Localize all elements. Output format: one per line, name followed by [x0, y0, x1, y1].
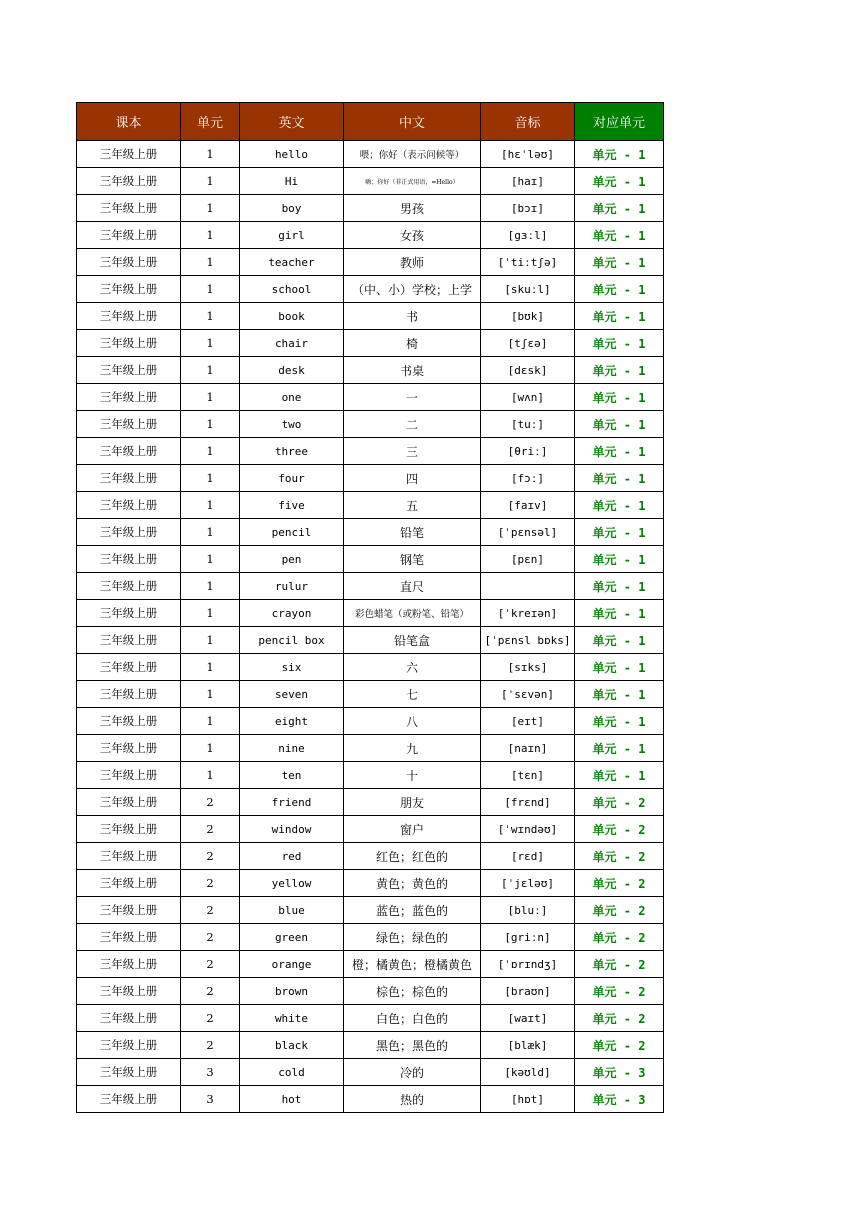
cell-match-unit[interactable]: 单元 - 2 — [575, 897, 664, 924]
cell-chinese[interactable]: 铅笔 — [344, 519, 481, 546]
table-row — [77, 330, 664, 357]
cell-book[interactable]: 三年级上册 — [77, 168, 181, 195]
cell-unit[interactable]: 2 — [181, 897, 240, 924]
table-row — [77, 951, 664, 978]
cell-unit[interactable]: 2 — [181, 978, 240, 1005]
cell-chinese[interactable]: 五 — [344, 492, 481, 519]
cell-unit[interactable]: 1 — [181, 411, 240, 438]
cell-chinese[interactable]: 十 — [344, 762, 481, 789]
cell-english[interactable]: blue — [240, 897, 344, 924]
cell-phonetic[interactable]: [ˈkreɪən] — [481, 600, 575, 627]
cell-chinese[interactable]: 嗨；你好（非正式用语，=Hello） — [344, 168, 481, 195]
cell-phonetic[interactable]: [dɛsk] — [481, 357, 575, 384]
cell-english[interactable]: chair — [240, 330, 344, 357]
cell-unit[interactable]: 1 — [181, 627, 240, 654]
cell-unit[interactable]: 2 — [181, 924, 240, 951]
cell-english[interactable]: two — [240, 411, 344, 438]
cell-chinese[interactable]: 绿色；绿色的 — [344, 924, 481, 951]
cell-phonetic[interactable]: [fɔː] — [481, 465, 575, 492]
cell-unit[interactable]: 2 — [181, 951, 240, 978]
cell-phonetic[interactable]: [ˈtiːtʃə] — [481, 249, 575, 276]
cell-book[interactable]: 三年级上册 — [77, 330, 181, 357]
cell-match-unit[interactable]: 单元 - 3 — [575, 1059, 664, 1086]
cell-phonetic[interactable]: [pɛn] — [481, 546, 575, 573]
cell-phonetic[interactable]: [skuːl] — [481, 276, 575, 303]
cell-phonetic[interactable]: [blæk] — [481, 1032, 575, 1059]
cell-phonetic[interactable]: [naɪn] — [481, 735, 575, 762]
cell-phonetic[interactable]: [frɛnd] — [481, 789, 575, 816]
cell-phonetic[interactable]: [wʌn] — [481, 384, 575, 411]
table-row — [77, 168, 664, 195]
cell-book[interactable]: 三年级上册 — [77, 303, 181, 330]
cell-english[interactable]: Hi — [240, 168, 344, 195]
cell-chinese[interactable]: 白色；白色的 — [344, 1005, 481, 1032]
cell-book[interactable]: 三年级上册 — [77, 708, 181, 735]
cell-book[interactable]: 三年级上册 — [77, 357, 181, 384]
cell-match-unit[interactable]: 单元 - 1 — [575, 465, 664, 492]
table-row — [77, 1059, 664, 1086]
cell-unit[interactable]: 1 — [181, 681, 240, 708]
cell-phonetic[interactable]: [ˈpɛnsl bɒks] — [481, 627, 575, 654]
cell-match-unit[interactable]: 单元 - 2 — [575, 1005, 664, 1032]
cell-phonetic[interactable]: [ˈjɛləʊ] — [481, 870, 575, 897]
cell-phonetic[interactable]: [tuː] — [481, 411, 575, 438]
header-unit[interactable]: 单元 — [181, 103, 240, 141]
table-row — [77, 1086, 664, 1113]
cell-chinese[interactable]: 九 — [344, 735, 481, 762]
cell-match-unit[interactable]: 单元 - 2 — [575, 1032, 664, 1059]
cell-phonetic[interactable]: [haɪ] — [481, 168, 575, 195]
cell-phonetic[interactable]: [eɪt] — [481, 708, 575, 735]
cell-match-unit[interactable]: 单元 - 1 — [575, 762, 664, 789]
cell-unit[interactable]: 2 — [181, 843, 240, 870]
cell-english[interactable]: desk — [240, 357, 344, 384]
cell-english[interactable]: black — [240, 1032, 344, 1059]
cell-phonetic[interactable]: [waɪt] — [481, 1005, 575, 1032]
cell-phonetic[interactable]: [bɔɪ] — [481, 195, 575, 222]
cell-chinese[interactable]: 喂；你好（表示问候等） — [344, 141, 481, 168]
table-row — [77, 681, 664, 708]
cell-match-unit[interactable]: 单元 - 1 — [575, 384, 664, 411]
cell-book[interactable]: 三年级上册 — [77, 411, 181, 438]
cell-unit[interactable]: 3 — [181, 1059, 240, 1086]
cell-unit[interactable]: 1 — [181, 276, 240, 303]
cell-phonetic[interactable]: [ˈsɛvən] — [481, 681, 575, 708]
header-phonetic[interactable]: 音标 — [481, 103, 575, 141]
cell-match-unit[interactable]: 单元 - 1 — [575, 222, 664, 249]
cell-english[interactable]: pencil box — [240, 627, 344, 654]
table-row — [77, 654, 664, 681]
cell-book[interactable]: 三年级上册 — [77, 816, 181, 843]
header-row — [77, 103, 664, 141]
cell-chinese[interactable]: 一 — [344, 384, 481, 411]
cell-match-unit[interactable]: 单元 - 1 — [575, 276, 664, 303]
cell-english[interactable]: window — [240, 816, 344, 843]
table-row — [77, 708, 664, 735]
cell-phonetic[interactable]: [griːn] — [481, 924, 575, 951]
cell-match-unit[interactable]: 单元 - 1 — [575, 411, 664, 438]
cell-unit[interactable]: 1 — [181, 195, 240, 222]
cell-phonetic[interactable]: [θriː] — [481, 438, 575, 465]
cell-match-unit[interactable]: 单元 - 1 — [575, 654, 664, 681]
table-row — [77, 843, 664, 870]
cell-match-unit[interactable]: 单元 - 1 — [575, 438, 664, 465]
cell-book[interactable]: 三年级上册 — [77, 843, 181, 870]
table-row — [77, 195, 664, 222]
table-row — [77, 870, 664, 897]
cell-unit[interactable]: 1 — [181, 573, 240, 600]
cell-unit[interactable]: 1 — [181, 168, 240, 195]
table-row — [77, 249, 664, 276]
cell-english[interactable]: yellow — [240, 870, 344, 897]
cell-match-unit[interactable]: 单元 - 2 — [575, 816, 664, 843]
cell-book[interactable]: 三年级上册 — [77, 141, 181, 168]
table-row — [77, 627, 664, 654]
cell-english[interactable]: nine — [240, 735, 344, 762]
table-row — [77, 762, 664, 789]
vocabulary-table — [76, 102, 664, 1113]
cell-chinese[interactable]: 铅笔盒 — [344, 627, 481, 654]
table-row — [77, 978, 664, 1005]
cell-english[interactable]: girl — [240, 222, 344, 249]
cell-english[interactable]: pencil — [240, 519, 344, 546]
cell-match-unit[interactable]: 单元 - 2 — [575, 978, 664, 1005]
cell-chinese[interactable]: 四 — [344, 465, 481, 492]
cell-english[interactable]: five — [240, 492, 344, 519]
table-body — [77, 141, 664, 1113]
cell-chinese[interactable]: 八 — [344, 708, 481, 735]
cell-unit[interactable]: 2 — [181, 789, 240, 816]
cell-book[interactable]: 三年级上册 — [77, 1059, 181, 1086]
cell-match-unit[interactable]: 单元 - 2 — [575, 924, 664, 951]
cell-chinese[interactable]: 橙；橘黄色；橙橘黄色 — [344, 951, 481, 978]
cell-chinese[interactable]: 书桌 — [344, 357, 481, 384]
cell-english[interactable]: crayon — [240, 600, 344, 627]
cell-english[interactable]: seven — [240, 681, 344, 708]
cell-chinese[interactable]: 热的 — [344, 1086, 481, 1113]
cell-unit[interactable]: 1 — [181, 492, 240, 519]
cell-chinese[interactable]: 冷的 — [344, 1059, 481, 1086]
cell-phonetic[interactable]: [sɪks] — [481, 654, 575, 681]
table-row — [77, 384, 664, 411]
cell-chinese[interactable]: 二 — [344, 411, 481, 438]
cell-phonetic[interactable]: [bluː] — [481, 897, 575, 924]
cell-match-unit[interactable]: 单元 - 1 — [575, 519, 664, 546]
cell-chinese[interactable]: 女孩 — [344, 222, 481, 249]
cell-book[interactable]: 三年级上册 — [77, 276, 181, 303]
cell-match-unit[interactable]: 单元 - 1 — [575, 627, 664, 654]
cell-chinese[interactable]: 七 — [344, 681, 481, 708]
cell-book[interactable]: 三年级上册 — [77, 465, 181, 492]
cell-english[interactable]: four — [240, 465, 344, 492]
cell-chinese[interactable]: 钢笔 — [344, 546, 481, 573]
cell-phonetic[interactable]: [hɛˈləʊ] — [481, 141, 575, 168]
cell-english[interactable]: friend — [240, 789, 344, 816]
cell-match-unit[interactable]: 单元 - 2 — [575, 951, 664, 978]
cell-match-unit[interactable]: 单元 - 1 — [575, 492, 664, 519]
cell-unit[interactable]: 2 — [181, 1032, 240, 1059]
cell-english[interactable]: red — [240, 843, 344, 870]
header-chinese[interactable]: 中文 — [344, 103, 481, 141]
cell-book[interactable]: 三年级上册 — [77, 762, 181, 789]
table-row — [77, 519, 664, 546]
cell-match-unit[interactable]: 单元 - 1 — [575, 573, 664, 600]
cell-phonetic[interactable]: [bʊk] — [481, 303, 575, 330]
cell-match-unit[interactable]: 单元 - 1 — [575, 168, 664, 195]
cell-english[interactable]: ten — [240, 762, 344, 789]
table-row — [77, 492, 664, 519]
header-match-unit[interactable]: 对应单元 — [575, 103, 664, 141]
cell-book[interactable]: 三年级上册 — [77, 249, 181, 276]
cell-unit[interactable]: 2 — [181, 1005, 240, 1032]
cell-match-unit[interactable]: 单元 - 1 — [575, 681, 664, 708]
cell-phonetic[interactable] — [481, 573, 575, 600]
cell-english[interactable]: rulur — [240, 573, 344, 600]
cell-book[interactable]: 三年级上册 — [77, 735, 181, 762]
cell-unit[interactable]: 1 — [181, 141, 240, 168]
cell-unit[interactable]: 1 — [181, 654, 240, 681]
cell-book[interactable]: 三年级上册 — [77, 978, 181, 1005]
table-row — [77, 141, 664, 168]
cell-book[interactable]: 三年级上册 — [77, 1005, 181, 1032]
cell-phonetic[interactable]: [ˈwɪndəʊ] — [481, 816, 575, 843]
cell-book[interactable]: 三年级上册 — [77, 384, 181, 411]
cell-english[interactable]: pen — [240, 546, 344, 573]
cell-chinese[interactable]: 黄色；黄色的 — [344, 870, 481, 897]
cell-book[interactable]: 三年级上册 — [77, 951, 181, 978]
table-row — [77, 411, 664, 438]
cell-chinese[interactable]: 直尺 — [344, 573, 481, 600]
table-row — [77, 465, 664, 492]
cell-english[interactable]: brown — [240, 978, 344, 1005]
cell-chinese[interactable]: 六 — [344, 654, 481, 681]
table-row — [77, 897, 664, 924]
cell-phonetic[interactable]: [tʃɛə] — [481, 330, 575, 357]
cell-chinese[interactable]: 红色；红色的 — [344, 843, 481, 870]
table-row — [77, 1005, 664, 1032]
cell-book[interactable]: 三年级上册 — [77, 789, 181, 816]
table-row — [77, 600, 664, 627]
cell-match-unit[interactable]: 单元 - 1 — [575, 546, 664, 573]
cell-book[interactable]: 三年级上册 — [77, 924, 181, 951]
cell-english[interactable]: eight — [240, 708, 344, 735]
cell-phonetic[interactable]: [braʊn] — [481, 978, 575, 1005]
cell-unit[interactable]: 1 — [181, 357, 240, 384]
cell-match-unit[interactable]: 单元 - 2 — [575, 843, 664, 870]
cell-book[interactable]: 三年级上册 — [77, 519, 181, 546]
cell-unit[interactable]: 3 — [181, 1086, 240, 1113]
cell-english[interactable]: six — [240, 654, 344, 681]
cell-unit[interactable]: 1 — [181, 465, 240, 492]
cell-book[interactable]: 三年级上册 — [77, 195, 181, 222]
cell-english[interactable]: school — [240, 276, 344, 303]
cell-unit[interactable]: 1 — [181, 384, 240, 411]
cell-phonetic[interactable]: [ˈpɛnsəl] — [481, 519, 575, 546]
cell-phonetic[interactable]: [gɜːl] — [481, 222, 575, 249]
cell-unit[interactable]: 1 — [181, 519, 240, 546]
cell-match-unit[interactable]: 单元 - 1 — [575, 141, 664, 168]
cell-chinese[interactable]: 教师 — [344, 249, 481, 276]
cell-english[interactable]: book — [240, 303, 344, 330]
header-book[interactable]: 课本 — [77, 103, 181, 141]
cell-english[interactable]: three — [240, 438, 344, 465]
cell-chinese[interactable]: 彩色蜡笔（或粉笔、铅笔） — [344, 600, 481, 627]
cell-phonetic[interactable]: [hɒt] — [481, 1086, 575, 1113]
cell-book[interactable]: 三年级上册 — [77, 546, 181, 573]
table-row — [77, 357, 664, 384]
cell-unit[interactable]: 1 — [181, 303, 240, 330]
cell-english[interactable]: hot — [240, 1086, 344, 1113]
cell-book[interactable]: 三年级上册 — [77, 1086, 181, 1113]
cell-unit[interactable]: 1 — [181, 222, 240, 249]
cell-chinese[interactable]: 椅 — [344, 330, 481, 357]
cell-unit[interactable]: 1 — [181, 438, 240, 465]
cell-chinese[interactable]: 男孩 — [344, 195, 481, 222]
cell-book[interactable]: 三年级上册 — [77, 438, 181, 465]
cell-chinese[interactable]: 棕色；棕色的 — [344, 978, 481, 1005]
cell-chinese[interactable]: （中、小）学校；上学 — [344, 276, 481, 303]
table-row — [77, 924, 664, 951]
table-row — [77, 303, 664, 330]
cell-english[interactable]: orange — [240, 951, 344, 978]
cell-match-unit[interactable]: 单元 - 1 — [575, 708, 664, 735]
cell-match-unit[interactable]: 单元 - 1 — [575, 303, 664, 330]
cell-phonetic[interactable]: [ˈɒrɪndʒ] — [481, 951, 575, 978]
table-row — [77, 546, 664, 573]
cell-english[interactable]: boy — [240, 195, 344, 222]
cell-match-unit[interactable]: 单元 - 1 — [575, 330, 664, 357]
cell-book[interactable]: 三年级上册 — [77, 492, 181, 519]
table-row — [77, 573, 664, 600]
table-row — [77, 789, 664, 816]
cell-chinese[interactable]: 黑色；黑色的 — [344, 1032, 481, 1059]
cell-chinese[interactable]: 蓝色；蓝色的 — [344, 897, 481, 924]
cell-match-unit[interactable]: 单元 - 2 — [575, 870, 664, 897]
cell-chinese[interactable]: 窗户 — [344, 816, 481, 843]
cell-unit[interactable]: 1 — [181, 600, 240, 627]
cell-match-unit[interactable]: 单元 - 1 — [575, 735, 664, 762]
cell-english[interactable]: teacher — [240, 249, 344, 276]
cell-unit[interactable]: 1 — [181, 330, 240, 357]
cell-match-unit[interactable]: 单元 - 2 — [575, 789, 664, 816]
table-row — [77, 816, 664, 843]
cell-match-unit[interactable]: 单元 - 1 — [575, 357, 664, 384]
cell-match-unit[interactable]: 单元 - 1 — [575, 600, 664, 627]
table-row — [77, 438, 664, 465]
cell-match-unit[interactable]: 单元 - 1 — [575, 195, 664, 222]
cell-phonetic[interactable]: [kəʊld] — [481, 1059, 575, 1086]
cell-unit[interactable]: 1 — [181, 735, 240, 762]
cell-book[interactable]: 三年级上册 — [77, 600, 181, 627]
header-english[interactable]: 英文 — [240, 103, 344, 141]
cell-book[interactable]: 三年级上册 — [77, 627, 181, 654]
cell-match-unit[interactable]: 单元 - 1 — [575, 249, 664, 276]
cell-unit[interactable]: 1 — [181, 546, 240, 573]
cell-chinese[interactable]: 朋友 — [344, 789, 481, 816]
cell-phonetic[interactable]: [faɪv] — [481, 492, 575, 519]
cell-english[interactable]: hello — [240, 141, 344, 168]
table-row — [77, 276, 664, 303]
cell-english[interactable]: one — [240, 384, 344, 411]
cell-book[interactable]: 三年级上册 — [77, 573, 181, 600]
table-row — [77, 222, 664, 249]
cell-book[interactable]: 三年级上册 — [77, 222, 181, 249]
cell-english[interactable]: white — [240, 1005, 344, 1032]
cell-chinese[interactable]: 三 — [344, 438, 481, 465]
table-row — [77, 1032, 664, 1059]
cell-unit[interactable]: 2 — [181, 816, 240, 843]
cell-book[interactable]: 三年级上册 — [77, 870, 181, 897]
cell-english[interactable]: green — [240, 924, 344, 951]
cell-book[interactable]: 三年级上册 — [77, 681, 181, 708]
cell-unit[interactable]: 2 — [181, 870, 240, 897]
cell-book[interactable]: 三年级上册 — [77, 1032, 181, 1059]
cell-phonetic[interactable]: [rɛd] — [481, 843, 575, 870]
cell-phonetic[interactable]: [tɛn] — [481, 762, 575, 789]
cell-match-unit[interactable]: 单元 - 3 — [575, 1086, 664, 1113]
cell-unit[interactable]: 1 — [181, 708, 240, 735]
cell-chinese[interactable]: 书 — [344, 303, 481, 330]
cell-book[interactable]: 三年级上册 — [77, 897, 181, 924]
table-row — [77, 735, 664, 762]
spreadsheet-page — [76, 102, 663, 1113]
cell-english[interactable]: cold — [240, 1059, 344, 1086]
cell-unit[interactable]: 1 — [181, 762, 240, 789]
cell-unit[interactable]: 1 — [181, 249, 240, 276]
cell-book[interactable]: 三年级上册 — [77, 654, 181, 681]
